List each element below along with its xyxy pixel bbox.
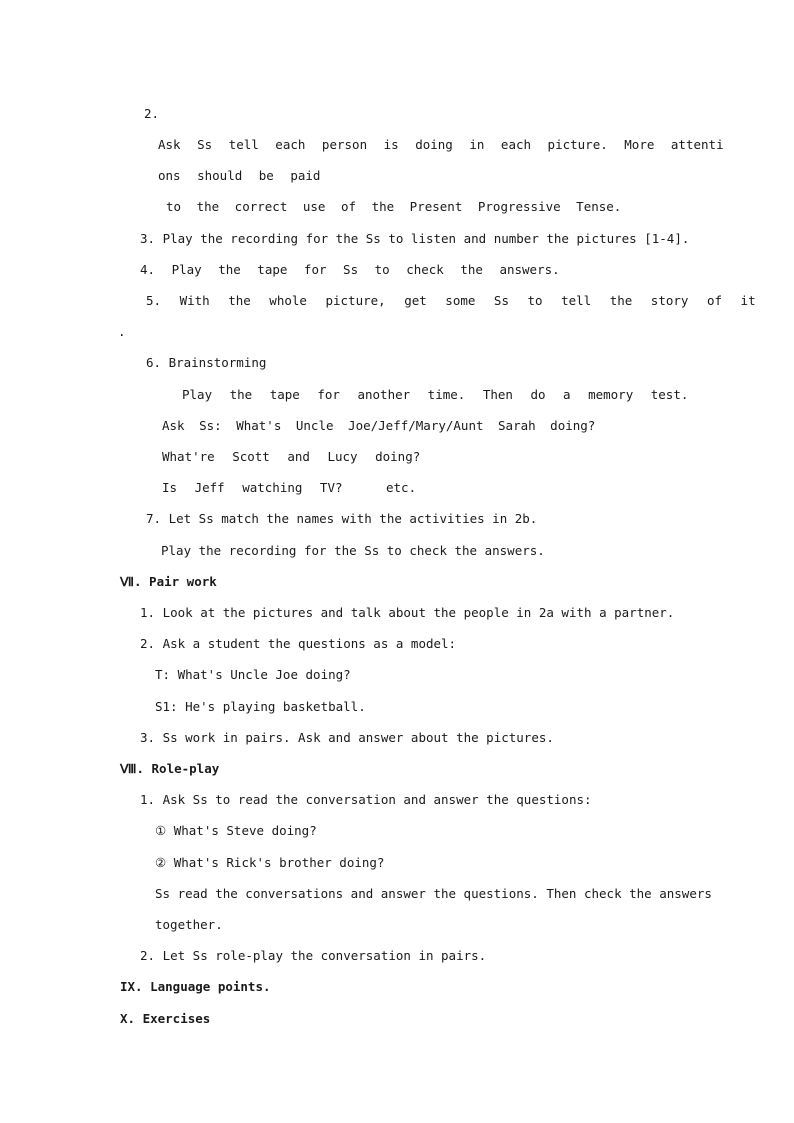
step-2-text-line-1 xyxy=(158,137,724,153)
step-2-words: Ask Ss tell each person is doing in each picture. More attenti xyxy=(158,137,724,152)
role-play-question-1: ① What's Steve doing? xyxy=(155,823,317,838)
role-play-question-2: ② What's Rick's brother doing? xyxy=(155,855,385,870)
step-5-text: 5. With the whole picture, get some Ss to tell the story of it xyxy=(146,293,756,308)
step-7-text: 7. Let Ss match the names with the activities in 2b. xyxy=(146,511,538,526)
pair-work-model-t: T: What's Uncle Joe doing? xyxy=(155,667,351,682)
role-play-instruction-2: together. xyxy=(155,917,223,932)
pair-work-step-1: 1. Look at the pictures and talk about the people in 2a with a partner. xyxy=(140,605,675,620)
role-play-step-1: 1. Ask Ss to read the conversation and answer the questions: xyxy=(140,792,592,807)
step-4-text: 4. Play the tape for Ss to check the answers. xyxy=(140,262,560,277)
role-play-instruction-1: Ss read the conversations and answer the questions. Then check the answers xyxy=(155,886,712,901)
step-6-text-2: Ask Ss: What's Uncle Joe/Jeff/Mary/Aunt Sarah doing? xyxy=(162,418,596,433)
step-6-text-1: Play the tape for another time. Then do a memory test. xyxy=(182,387,689,402)
item-number-2: 2. xyxy=(144,106,160,121)
pair-work-step-2: 2. Ask a student the questions as a model: xyxy=(140,636,457,651)
step-6-heading: 6. Brainstorming xyxy=(146,355,267,370)
step-6-text-3: What're Scott and Lucy doing? xyxy=(162,449,421,464)
pair-work-step-3: 3. Ss work in pairs. Ask and answer about the pictures. xyxy=(140,730,554,745)
pair-work-model-s1: S1: He's playing basketball. xyxy=(155,699,366,714)
section-x-heading: X. Exercises xyxy=(120,1011,211,1026)
section-vii-heading: Ⅶ. Pair work xyxy=(120,574,217,589)
step-7-text-2: Play the recording for the Ss to check the answers. xyxy=(161,543,545,558)
section-viii-heading: Ⅷ. Role-play xyxy=(120,761,220,776)
step-2-text-line-2: ons should be paid xyxy=(158,168,321,183)
step-6-text-etc: etc. xyxy=(386,480,417,495)
step-2-text-line-3: to the correct use of the Present Progressive Tense. xyxy=(166,199,622,214)
step-6-text-4: Is Jeff watching TV? xyxy=(162,480,343,495)
step-3-text: 3. Play the recording for the Ss to listen and number the pictures [1-4]. xyxy=(140,231,690,246)
role-play-step-2: 2. Let Ss role-play the conversation in pairs. xyxy=(140,948,487,963)
section-ix-heading: IX. Language points. xyxy=(120,979,271,994)
step-5-text-end: . xyxy=(118,324,126,339)
